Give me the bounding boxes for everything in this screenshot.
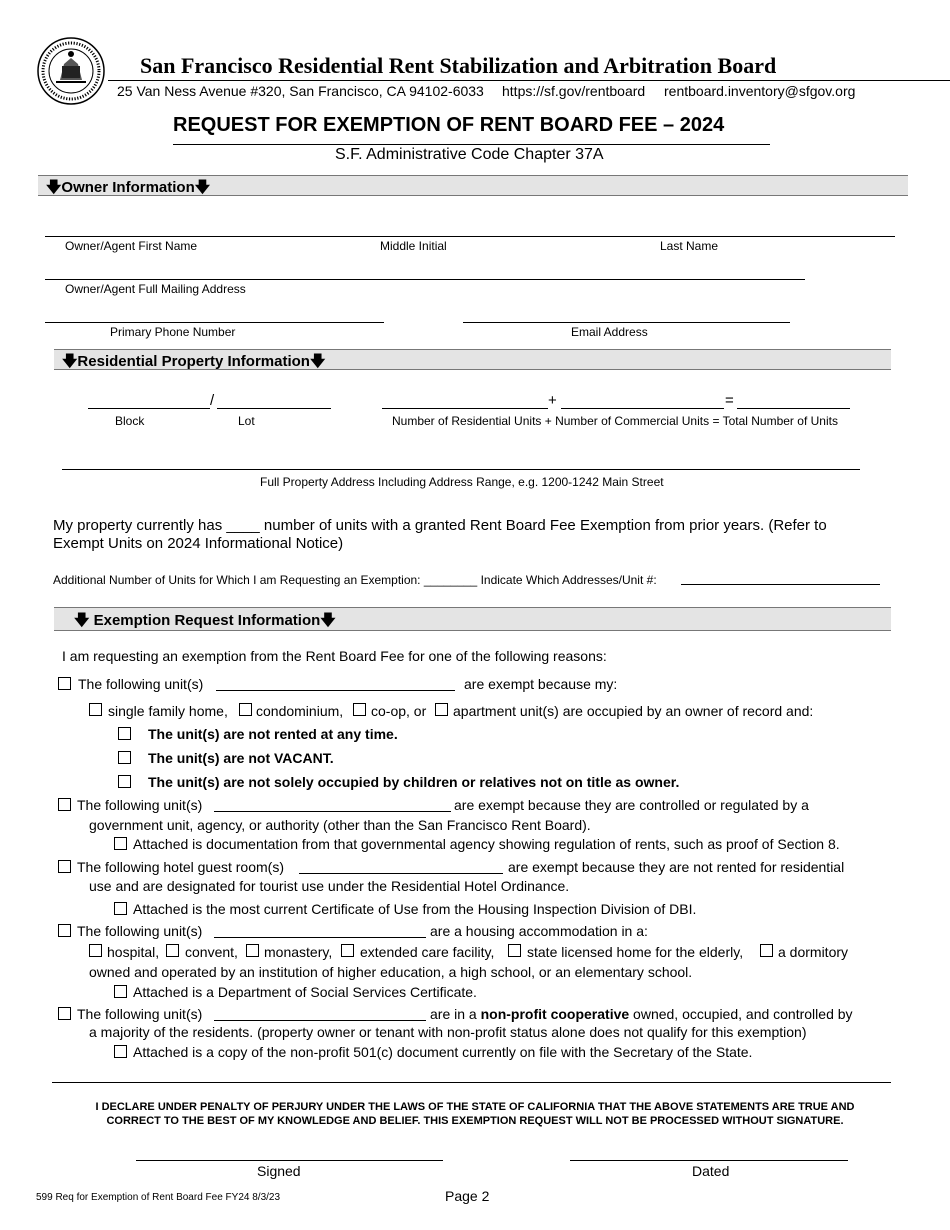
cooperative-lead: The following unit(s) bbox=[77, 1006, 203, 1022]
block-label: Block bbox=[115, 414, 145, 428]
owner-occupied-units-field[interactable] bbox=[216, 690, 455, 691]
single-family-checkbox[interactable] bbox=[89, 703, 102, 716]
declaration-line2: CORRECT TO THE BEST OF MY KNOWLEDGE AND BELIEF. THIS EXEMPTION REQUEST WILL NOT BE PROCESSED WITHOUT SIGNATURE. bbox=[106, 1115, 844, 1127]
extended-care-label: extended care facility, bbox=[360, 944, 495, 960]
not-rented-label: The unit(s) are not rented at any time. bbox=[148, 726, 398, 742]
not-vacant-checkbox[interactable] bbox=[118, 751, 131, 764]
org-name: San Francisco Residential Rent Stabilization and Arbitration Board bbox=[140, 53, 777, 78]
date-field[interactable] bbox=[570, 1160, 848, 1161]
not-rented-checkbox[interactable] bbox=[118, 727, 131, 740]
declaration-line1: I DECLARE UNDER PENALTY OF PERJURY UNDER THE LAWS OF THE STATE OF CALIFORNIA THAT THE ABOVE STATEMENTS ARE TRUE AND bbox=[95, 1101, 855, 1113]
elderly-home-checkbox[interactable] bbox=[508, 944, 521, 957]
form-id: 599 Req for Exemption of Rent Board Fee FY24 8/3/23 bbox=[36, 1192, 281, 1203]
lot-label: Lot bbox=[238, 414, 255, 428]
accommodation-units-field[interactable] bbox=[214, 937, 426, 938]
header-rule bbox=[108, 80, 950, 81]
apartment-checkbox[interactable] bbox=[435, 703, 448, 716]
phone-field[interactable] bbox=[45, 322, 384, 323]
property-address-field[interactable] bbox=[62, 469, 860, 470]
units-formula-label: Number of Residential Units + Number of Commercial Units = Total Number of Units bbox=[392, 414, 838, 428]
elderly-home-label: state licensed home for the elderly, bbox=[527, 944, 744, 960]
plus-sign: + bbox=[548, 392, 557, 409]
single-family-label: single family home, bbox=[108, 703, 228, 719]
dormitory-label: a dormitory bbox=[778, 944, 849, 960]
owner-occupied-lead: The following unit(s) bbox=[78, 676, 204, 692]
government-attach-checkbox[interactable] bbox=[114, 837, 127, 850]
form-subtitle: S.F. Administrative Code Chapter 37A bbox=[335, 146, 604, 163]
not-relatives-label: The unit(s) are not solely occupied by children or relatives not on title as owner. bbox=[148, 774, 680, 790]
cooperative-tail: are in a non-profit cooperative owned, occupied, and controlled by bbox=[430, 1006, 853, 1022]
condominium-label: condominium, bbox=[256, 703, 344, 719]
owner-occupied-tail: are exempt because my: bbox=[464, 676, 618, 692]
hotel-line2: use and are designated for tourist use under the Residential Hotel Ordinance. bbox=[89, 878, 570, 894]
signed-label: Signed bbox=[257, 1163, 301, 1179]
government-units-field[interactable] bbox=[214, 811, 451, 812]
signature-field[interactable] bbox=[136, 1160, 443, 1161]
hotel-attach-checkbox[interactable] bbox=[114, 902, 127, 915]
property-address-label: Full Property Address Including Address Range, e.g. 1200-1242 Main Street bbox=[260, 475, 664, 489]
prior-exempt-text-line1: My property currently has ____ number of units with a granted Rent Board Fee Exemption from prior years. (Refer to bbox=[53, 517, 827, 534]
last-name-label: Last Name bbox=[660, 239, 719, 253]
total-units-field[interactable] bbox=[737, 408, 850, 409]
accommodation-tail: are a housing accommodation in a: bbox=[430, 923, 648, 939]
middle-initial-label: Middle Initial bbox=[380, 239, 447, 253]
property-section-header bbox=[54, 349, 891, 370]
extended-care-checkbox[interactable] bbox=[341, 944, 354, 957]
email-label: Email Address bbox=[571, 325, 648, 339]
seal-icon bbox=[36, 36, 106, 106]
co-op-checkbox[interactable] bbox=[353, 703, 366, 716]
equals-sign: = bbox=[725, 392, 734, 409]
convent-label: convent, bbox=[185, 944, 238, 960]
declaration-divider bbox=[52, 1082, 891, 1083]
cooperative-units-field[interactable] bbox=[214, 1020, 426, 1021]
page-number: Page 2 bbox=[445, 1188, 490, 1204]
accommodation-line3: owned and operated by an institution of higher education, a high school, or an elementary school. bbox=[89, 964, 693, 980]
government-tail: are exempt because they are controlled or regulated by a bbox=[454, 797, 809, 813]
hospital-label: hospital, bbox=[107, 944, 160, 960]
accommodation-attach-checkbox[interactable] bbox=[114, 985, 127, 998]
dated-label: Dated bbox=[692, 1163, 730, 1179]
government-attach-label: Attached is documentation from that governmental agency showing regulation of rents, such as proof of Section 8. bbox=[133, 836, 840, 852]
phone-label: Primary Phone Number bbox=[110, 325, 236, 339]
org-website[interactable]: https://sf.gov/rentboard bbox=[502, 83, 646, 99]
residential-units-field[interactable] bbox=[382, 408, 548, 409]
additional-units-text: Additional Number of Units for Which I am Requesting an Exemption: ________ Indicate Which Addresses/Unit #: bbox=[53, 573, 657, 587]
hotel-rooms-field[interactable] bbox=[299, 873, 503, 874]
hotel-tail: are exempt because they are not rented for residential bbox=[508, 859, 845, 875]
form-title: REQUEST FOR EXEMPTION OF RENT BOARD FEE – 2024 bbox=[173, 114, 725, 136]
exemption-intro: I am requesting an exemption from the Rent Board Fee for one of the following reasons: bbox=[62, 648, 607, 664]
accommodation-lead: The following unit(s) bbox=[77, 923, 203, 939]
hotel-attach-label: Attached is the most current Certificate of Use from the Housing Inspection Division of DBI. bbox=[133, 901, 697, 917]
title-underline bbox=[173, 144, 770, 145]
owner-section-title: 🡇Owner Information🡇 bbox=[46, 179, 211, 196]
co-op-label: co-op, or bbox=[371, 703, 427, 719]
block-lot-separator: / bbox=[210, 392, 215, 409]
mailing-address-label: Owner/Agent Full Mailing Address bbox=[65, 282, 246, 296]
hospital-checkbox[interactable] bbox=[89, 944, 102, 957]
convent-checkbox[interactable] bbox=[166, 944, 179, 957]
hotel-lead: The following hotel guest room(s) bbox=[77, 859, 284, 875]
owner-name-field[interactable] bbox=[45, 236, 895, 237]
accommodation-attach-label: Attached is a Department of Social Services Certificate. bbox=[133, 984, 477, 1000]
cooperative-attach-label: Attached is a copy of the non-profit 501(c) document currently on file with the Secretary of the State. bbox=[133, 1044, 753, 1060]
hotel-checkbox[interactable] bbox=[58, 860, 71, 873]
monastery-checkbox[interactable] bbox=[246, 944, 259, 957]
monastery-label: monastery, bbox=[264, 944, 333, 960]
exemption-section-title: 🡇 Exemption Request Information🡇 bbox=[74, 612, 336, 629]
owner-occupied-checkbox[interactable] bbox=[58, 677, 71, 690]
government-line2: government unit, agency, or authority (other than the San Francisco Rent Board). bbox=[89, 817, 591, 833]
mailing-address-field[interactable] bbox=[45, 279, 805, 280]
property-section-title: 🡇Residential Property Information🡇 bbox=[62, 353, 326, 370]
email-field[interactable] bbox=[463, 322, 790, 323]
government-checkbox[interactable] bbox=[58, 798, 71, 811]
dormitory-checkbox[interactable] bbox=[760, 944, 773, 957]
not-vacant-label: The unit(s) are not VACANT. bbox=[148, 750, 334, 766]
owner-section-header bbox=[38, 175, 908, 196]
org-email[interactable]: rentboard.inventory@sfgov.org bbox=[664, 83, 856, 99]
cooperative-attach-checkbox[interactable] bbox=[114, 1045, 127, 1058]
condominium-checkbox[interactable] bbox=[239, 703, 252, 716]
cooperative-checkbox[interactable] bbox=[58, 1007, 71, 1020]
apartment-label: apartment unit(s) are occupied by an owner of record and: bbox=[453, 703, 814, 719]
lot-field[interactable] bbox=[217, 408, 331, 409]
accommodation-checkbox[interactable] bbox=[58, 924, 71, 937]
exemption-section-header bbox=[54, 607, 891, 631]
government-lead: The following unit(s) bbox=[77, 797, 203, 813]
unit-addresses-field[interactable] bbox=[681, 584, 880, 585]
block-field[interactable] bbox=[88, 408, 210, 409]
org-address: 25 Van Ness Avenue #320, San Francisco, CA 94102-6033 bbox=[117, 83, 484, 99]
first-name-label: Owner/Agent First Name bbox=[65, 239, 198, 253]
cooperative-line2: a majority of the residents. (property owner or tenant with non-profit status alone does not qualify for this exemption) bbox=[89, 1024, 807, 1040]
prior-exempt-text-line2: Exempt Units on 2024 Informational Notice) bbox=[53, 535, 344, 552]
not-relatives-checkbox[interactable] bbox=[118, 775, 131, 788]
commercial-units-field[interactable] bbox=[561, 408, 724, 409]
city-seal bbox=[36, 36, 106, 106]
